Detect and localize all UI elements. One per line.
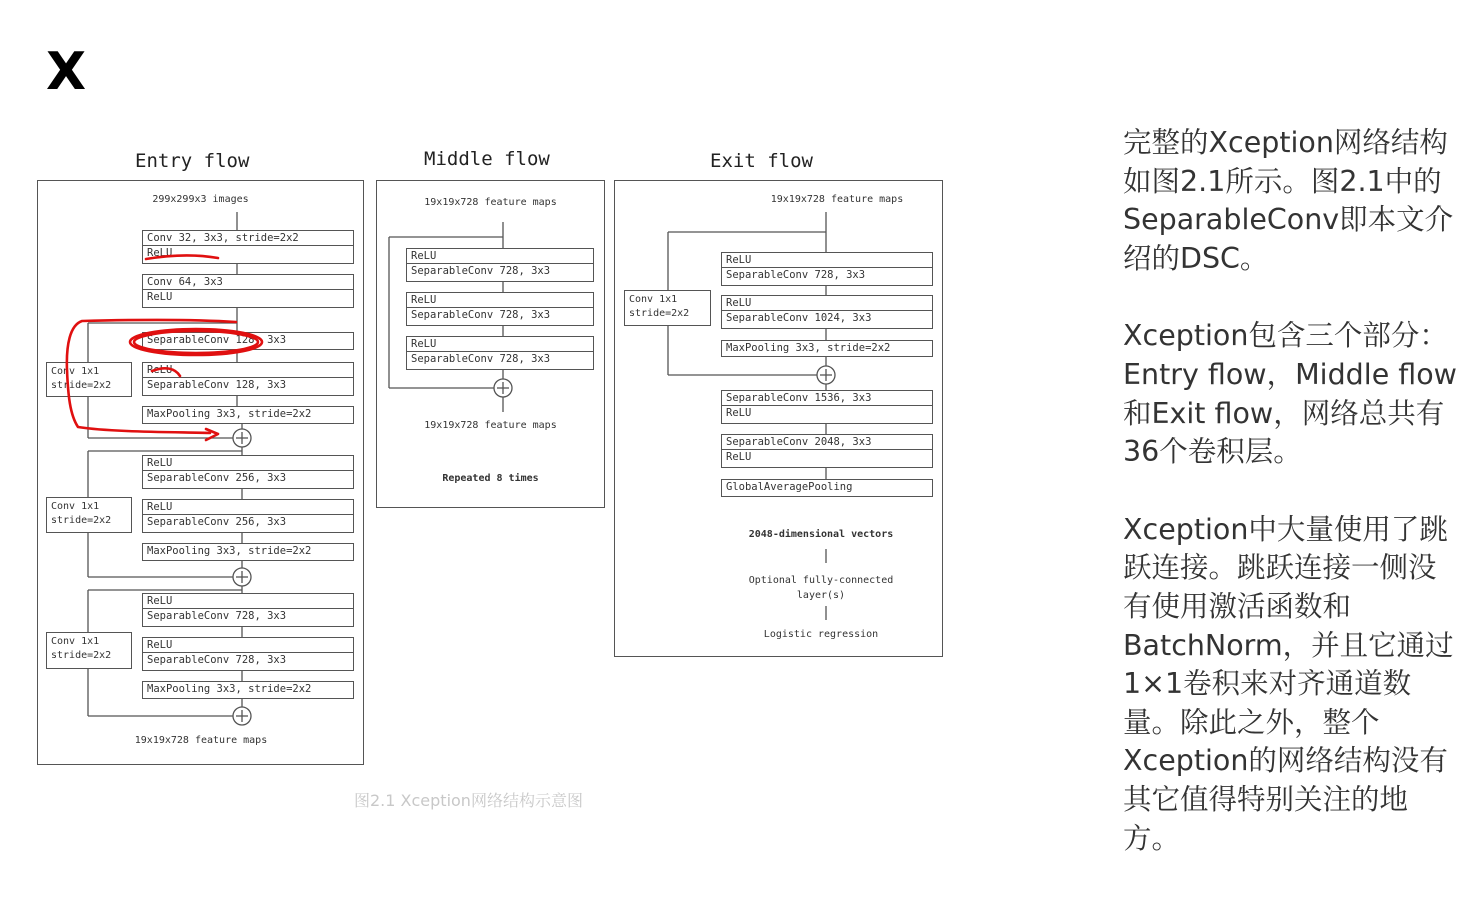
- layer-label: ReLU: [147, 501, 173, 513]
- notes-paragraph: Xception中大量使用了跳跃连接。跳跃连接一侧没有使用激活函数和BatchNorm，并且它通过1×1卷积来对齐通道数量。除此之外，整个Xception的网络结构没有其它值得特别关注的地方。: [1123, 512, 1454, 855]
- layer-label: ReLU: [411, 338, 437, 350]
- layer-label: SeparableConv 2048, 3x3: [726, 436, 872, 448]
- layer-label: ReLU: [147, 457, 173, 469]
- middle-output-caption: 19x19x728 feature maps: [424, 420, 557, 431]
- exit-fc-caption: Optional fully-connected layer(s): [748, 575, 894, 601]
- figure-caption: 图2.1 Xception网络结构示意图: [354, 791, 583, 810]
- layer-label: SeparableConv 256, 3x3: [143, 514, 353, 529]
- layer-label: ReLU: [411, 250, 437, 262]
- layer-label: SeparableConv 728, 3x3: [407, 307, 593, 322]
- layer-label: SeparableConv 728, 3x3: [407, 263, 593, 278]
- entry-output-caption: 19x19x728 feature maps: [134, 735, 268, 746]
- layer-label: ReLU: [722, 449, 932, 464]
- middle-flow-title: Middle flow: [424, 148, 550, 170]
- layer-label: SeparableConv 728, 3x3: [143, 608, 353, 623]
- layer-label: SeparableConv 728, 3x3: [722, 267, 932, 282]
- layer-label: ReLU: [147, 364, 173, 376]
- slide-title: X: [46, 42, 87, 102]
- layer-label: ReLU: [147, 595, 173, 607]
- layer-label: SeparableConv 728, 3x3: [143, 652, 353, 667]
- middle-repeat-caption: Repeated 8 times: [442, 473, 539, 484]
- layer-label: SeparableConv 1536, 3x3: [726, 392, 872, 404]
- entry-skip-conv-3: Conv 1x1 stride=2x2: [46, 632, 132, 669]
- layer-label: ReLU: [726, 297, 752, 309]
- layer-label: ReLU: [726, 254, 752, 266]
- entry-skip-conv-1: Conv 1x1 stride=2x2: [46, 362, 132, 397]
- entry-flow-title: Entry flow: [135, 150, 250, 172]
- layer-label: SeparableConv 728, 3x3: [407, 351, 593, 366]
- exit-vectors-caption: 2048-dimensional vectors: [748, 529, 894, 540]
- layer-label: MaxPooling 3x3, stride=2x2: [147, 545, 312, 557]
- entry-skip-conv-2: Conv 1x1 stride=2x2: [46, 497, 132, 533]
- layer-label: ReLU: [143, 245, 353, 260]
- notes-paragraph: Xception包含三个部分：Entry flow，Middle flow和Exit flow，网络总共有36个卷积层。: [1123, 319, 1457, 469]
- layer-label: SeparableConv 1024, 3x3: [722, 310, 932, 325]
- exit-regression-caption: Logistic regression: [763, 629, 879, 640]
- layer-label: ReLU: [147, 639, 173, 651]
- entry-input-caption: 299x299x3 images: [152, 194, 249, 205]
- layer-label: SeparableConv 256, 3x3: [143, 470, 353, 485]
- notes-paragraph: 完整的Xception网络结构如图2.1所示。图2.1中的SeparableConv即本文介绍的DSC。: [1123, 126, 1454, 275]
- middle-input-caption: 19x19x728 feature maps: [424, 197, 557, 208]
- layer-label: Conv 64, 3x3: [147, 276, 223, 288]
- layer-label: SeparableConv 128, 3x3: [143, 377, 353, 392]
- layer-label: MaxPooling 3x3, stride=2x2: [726, 342, 891, 354]
- exit-input-caption: 19x19x728 feature maps: [770, 194, 904, 205]
- exit-skip-conv: Conv 1x1 stride=2x2: [624, 290, 711, 326]
- layer-label: GlobalAveragePooling: [726, 481, 853, 493]
- layer-label: MaxPooling 3x3, stride=2x2: [147, 683, 312, 695]
- layer-label: ReLU: [143, 289, 353, 304]
- exit-flow-title: Exit flow: [710, 150, 813, 172]
- layer-label: Conv 32, 3x3, stride=2x2: [147, 232, 299, 244]
- notes-panel: [1123, 124, 1463, 897]
- layer-label: SeparableConv 128, 3x3: [147, 334, 287, 346]
- layer-label: MaxPooling 3x3, stride=2x2: [147, 408, 312, 420]
- layer-label: ReLU: [722, 405, 932, 420]
- layer-label: ReLU: [411, 294, 437, 306]
